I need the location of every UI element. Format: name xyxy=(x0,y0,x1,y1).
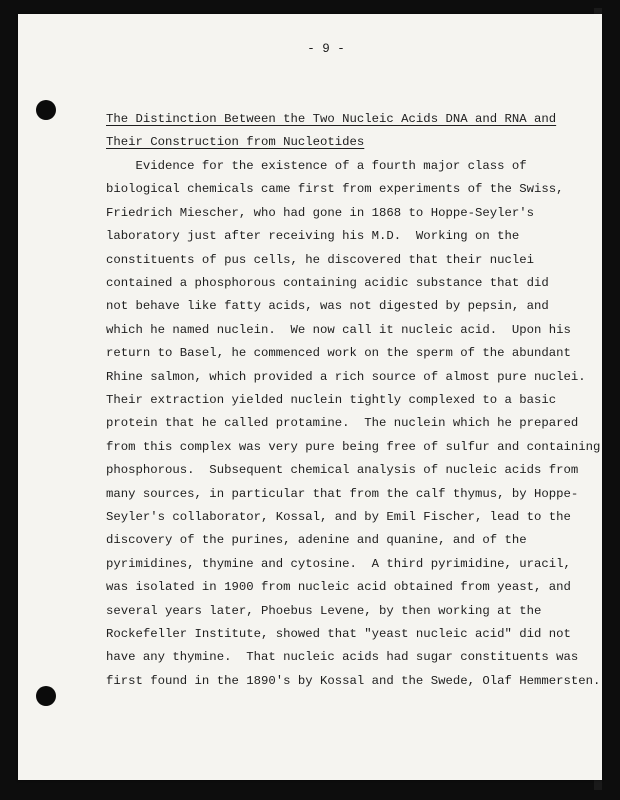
body-line: phosphorous. Subsequent chemical analysis of nucleic acids from xyxy=(106,463,579,478)
body-line: which he named nuclein. We now call it nucleic acid. Upon his xyxy=(106,322,571,337)
body-line: several years later, Phoebus Levene, by then working at the xyxy=(106,603,542,618)
body-line: Evidence for the existence of a fourth major class of xyxy=(106,159,527,173)
page-number: - 9 - xyxy=(307,42,345,56)
document-page xyxy=(18,14,602,780)
body-line: was isolated in 1900 from nucleic acid obtained from yeast, and xyxy=(106,580,571,595)
body-line: laboratory just after receiving his M.D. Working on the xyxy=(106,229,520,244)
body-line: Rockefeller Institute, showed that "yeast nucleic acid" did not xyxy=(106,627,571,641)
body-line: contained a phosphorous containing acidic substance that did xyxy=(106,276,549,290)
body-line: Seyler's collaborator, Kossal, and by Emil Fischer, lead to the xyxy=(106,510,571,524)
body-line: first found in the 1890's by Kossal and the Swede, Olaf Hemmersten. xyxy=(106,673,601,688)
section-title-line-1: The Distinction Between the Two Nucleic Acids DNA and RNA and xyxy=(106,112,557,126)
body-line: many sources, in particular that from the calf thymus, by Hoppe- xyxy=(106,486,579,501)
body-line: discovery of the purines, adenine and quanine, and of the xyxy=(106,533,527,548)
punch-hole-bottom xyxy=(36,686,56,706)
section-title-line-2: Their Construction from Nucleotides xyxy=(106,135,365,149)
body-line: not behave like fatty acids, was not digested by pepsin, and xyxy=(106,299,549,314)
body-line: from this complex was very pure being free of sulfur and containing xyxy=(106,439,601,454)
body-line: Friedrich Miescher, who had gone in 1868 to Hoppe-Seyler's xyxy=(106,205,535,220)
body-line: constituents of pus cells, he discovered that their nuclei xyxy=(106,252,535,267)
body-line: Their extraction yielded nuclein tightly complexed to a basic xyxy=(106,393,557,407)
body-line: biological chemicals came first from experiments of the Swiss, xyxy=(106,182,564,197)
body-line: pyrimidines, thymine and cytosine. A third pyrimidine, uracil, xyxy=(106,556,571,571)
body-line: have any thymine. That nucleic acids had sugar constituents was xyxy=(106,650,579,665)
body-line: protein that he called protamine. The nuclein which he prepared xyxy=(106,416,579,431)
punch-hole-top xyxy=(36,100,56,120)
body-line: return to Basel, he commenced work on the sperm of the abundant xyxy=(106,346,571,361)
body-line: Rhine salmon, which provided a rich source of almost pure nuclei. xyxy=(106,369,586,384)
